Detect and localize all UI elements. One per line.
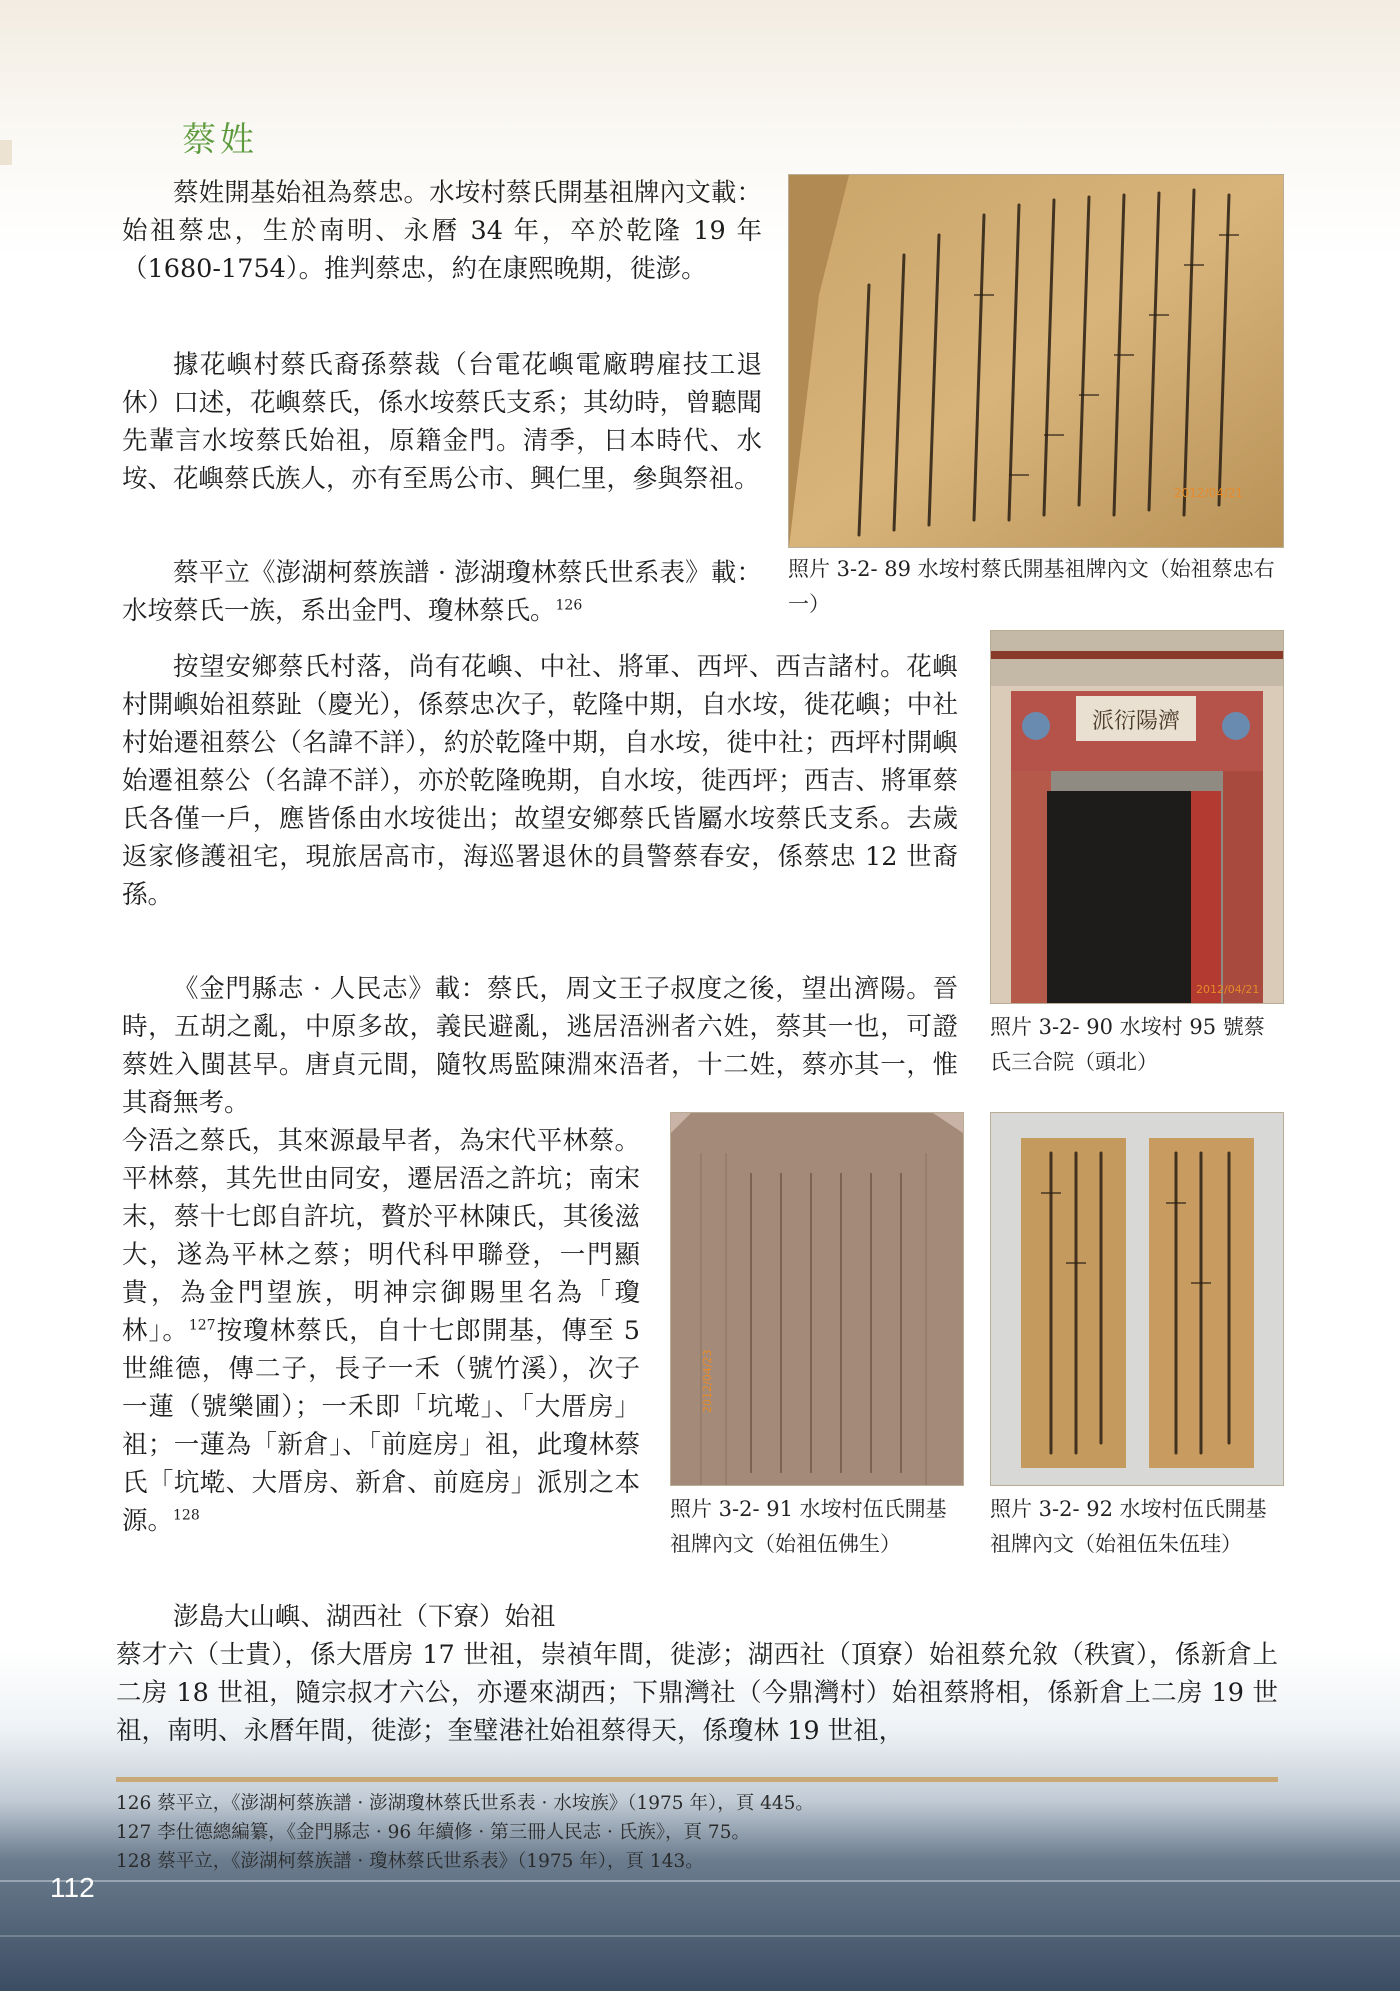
- photo-91-caption: 照片 3-2- 91 水垵村伍氏開基祖牌內文（始祖伍佛生）: [670, 1497, 947, 1556]
- paragraph-7-text: 按瓊林蔡氏，自十七郎開基，傳至 5 世維德，傳二子，長子一禾（號竹溪），次子一蓮（號樂圃）；一禾即「坑墘」、「大厝房」祖；一蓮為「新倉」、「前庭房」祖，此瓊林蔡氏「坑墘、大厝房、新倉、前庭房」派別之本源。: [122, 1316, 640, 1536]
- footnote-126: 126 蔡平立，《澎湖柯蔡族譜 · 澎湖瓊林蔡氏世系表 · 水垵族》（1975 年），頁 445。: [116, 1793, 814, 1814]
- tablets-image: [991, 1113, 1283, 1485]
- photo-89-timestamp: 2012/04/21: [1174, 486, 1244, 500]
- page-number: 112: [50, 1872, 95, 1903]
- section-heading: 蔡姓: [182, 120, 258, 160]
- sea-decoration: [0, 1880, 1400, 1882]
- photo-92-caption: 照片 3-2- 92 水垵村伍氏開基祖牌內文（始祖伍朱伍珪）: [990, 1497, 1267, 1556]
- photo-90-timestamp: 2012/04/21: [1196, 983, 1260, 996]
- footnote-ref-128[interactable]: 128: [173, 1507, 200, 1524]
- paragraph-3-text: 蔡平立《澎湖柯蔡族譜 · 澎湖瓊林蔡氏世系表》載：水垵蔡氏一族，系出金門、瓊林蔡氏。: [122, 558, 762, 626]
- footnote-128: 128 蔡平立，《澎湖柯蔡族譜 · 瓊林蔡氏世系表》（1975 年），頁 143。: [116, 1851, 704, 1872]
- photo-ancestral-tablet-cai[interactable]: [788, 174, 1284, 548]
- door-sign-text: 派衍陽濟: [1091, 709, 1181, 734]
- paragraph-3: [122, 554, 762, 630]
- paragraph-8-lead: 澎島大山嶼、湖西社（下寮）始祖: [173, 1602, 556, 1632]
- photo-wooden-tablet-wu[interactable]: [670, 1112, 964, 1486]
- paragraph-8-body: 蔡才六（士貴），係大厝房 17 世祖，崇禎年間，徙澎；湖西社（頂寮）始祖蔡允敘（秩賓），係新倉上二房 18 世祖，隨宗叔才六公，亦遷來湖西；下鼎灣社（今鼎灣村）始祖蔡將相，係新倉上二房 19 世祖，南明、永曆年間，徙澎；奎璧港社始祖蔡得天，係瓊林 19 世祖，: [116, 1640, 1278, 1746]
- footnote-ref-127[interactable]: 127: [188, 1317, 216, 1334]
- footnote-divider: [116, 1777, 1278, 1782]
- footnotes: [116, 1789, 1276, 1876]
- tablet-image: [789, 175, 1283, 547]
- photo-90-caption: 照片 3-2- 90 水垵村 95 號蔡氏三合院（頭北）: [990, 1015, 1265, 1074]
- paragraph-2: 據花嶼村蔡氏裔孫蔡裁（台電花嶼電廠聘雇技工退休）口述，花嶼蔡氏，係水垵蔡氏支系；其幼時，曾聽聞先輩言水垵蔡氏始祖，原籍金門。清季，日本時代、水垵、花嶼蔡氏族人，亦有至馬公市、興仁里，參與祭祖。: [122, 350, 762, 494]
- paragraph-6-text: 今浯之蔡氏，其來源最早者，為宋代平林蔡。平林蔡，其先世由同安，遷居浯之許坑；南宋末，蔡十七郎自許坑，贅於平林陳氏，其後滋大，遂為平林之蔡；明代科甲聯登，一門顯貴，為金門望族，明神宗御賜里名為「瓊林」。: [122, 1126, 640, 1346]
- paragraph-5: 《金門縣志 · 人民志》載：蔡氏，周文王子叔度之後，望出濟陽。晉時，五胡之亂，中原多故，義民避亂，逃居浯洲者六姓，蔡其一也，可證蔡姓入閩甚早。唐貞元間，隨牧馬監陳淵來浯者，十二姓，蔡亦其一，惟其裔無考。: [122, 974, 958, 1118]
- paragraph-4: 按望安鄉蔡氏村落，尚有花嶼、中社、將軍、西坪、西吉諸村。花嶼村開嶼始祖蔡趾（慶光），係蔡忠次子，乾隆中期，自水垵，徙花嶼；中社村始遷祖蔡公（名諱不詳），約於乾隆中期，自水垵，徙中社；西坪村開嶼始遷祖蔡公（名諱不詳），亦於乾隆晚期，自水垵，徙西坪；西吉、將軍蔡氏各僅一戶，應皆係由水垵徙出；故望安鄉蔡氏皆屬水垵蔡氏支系。去歲返家修護祖宅，現旅居高市，海巡署退休的員警蔡春安，係蔡忠 12 世裔孫。: [122, 652, 958, 910]
- edge-decoration: [0, 140, 12, 165]
- photo-tablets-wu[interactable]: [990, 1112, 1284, 1486]
- paragraph-6: [122, 1122, 640, 1540]
- photo-89-caption: 照片 3-2- 89 水垵村蔡氏開基祖牌內文（始祖蔡忠右一）: [788, 557, 1275, 616]
- courtyard-image: [991, 631, 1283, 1003]
- wooden-tablet-image: [671, 1113, 963, 1485]
- footnote-127: 127 李仕德總編纂，《金門縣志 · 96 年續修 · 第三冊人民志 · 氏族》，頁 75。: [116, 1822, 750, 1843]
- paragraph-1: 蔡姓開基始祖為蔡忠。水垵村蔡氏開基祖牌內文載：始祖蔡忠，生於南明、永曆 34 年，卒於乾隆 19 年（1680-1754）。推判蔡忠，約在康熙晚期，徙澎。: [122, 178, 762, 284]
- footnote-ref-126[interactable]: 126: [555, 597, 583, 614]
- photo-courtyard-house[interactable]: [990, 630, 1284, 1004]
- sea-decoration: [0, 1935, 1400, 1937]
- photo-91-timestamp: 2012/04/23: [701, 1349, 714, 1413]
